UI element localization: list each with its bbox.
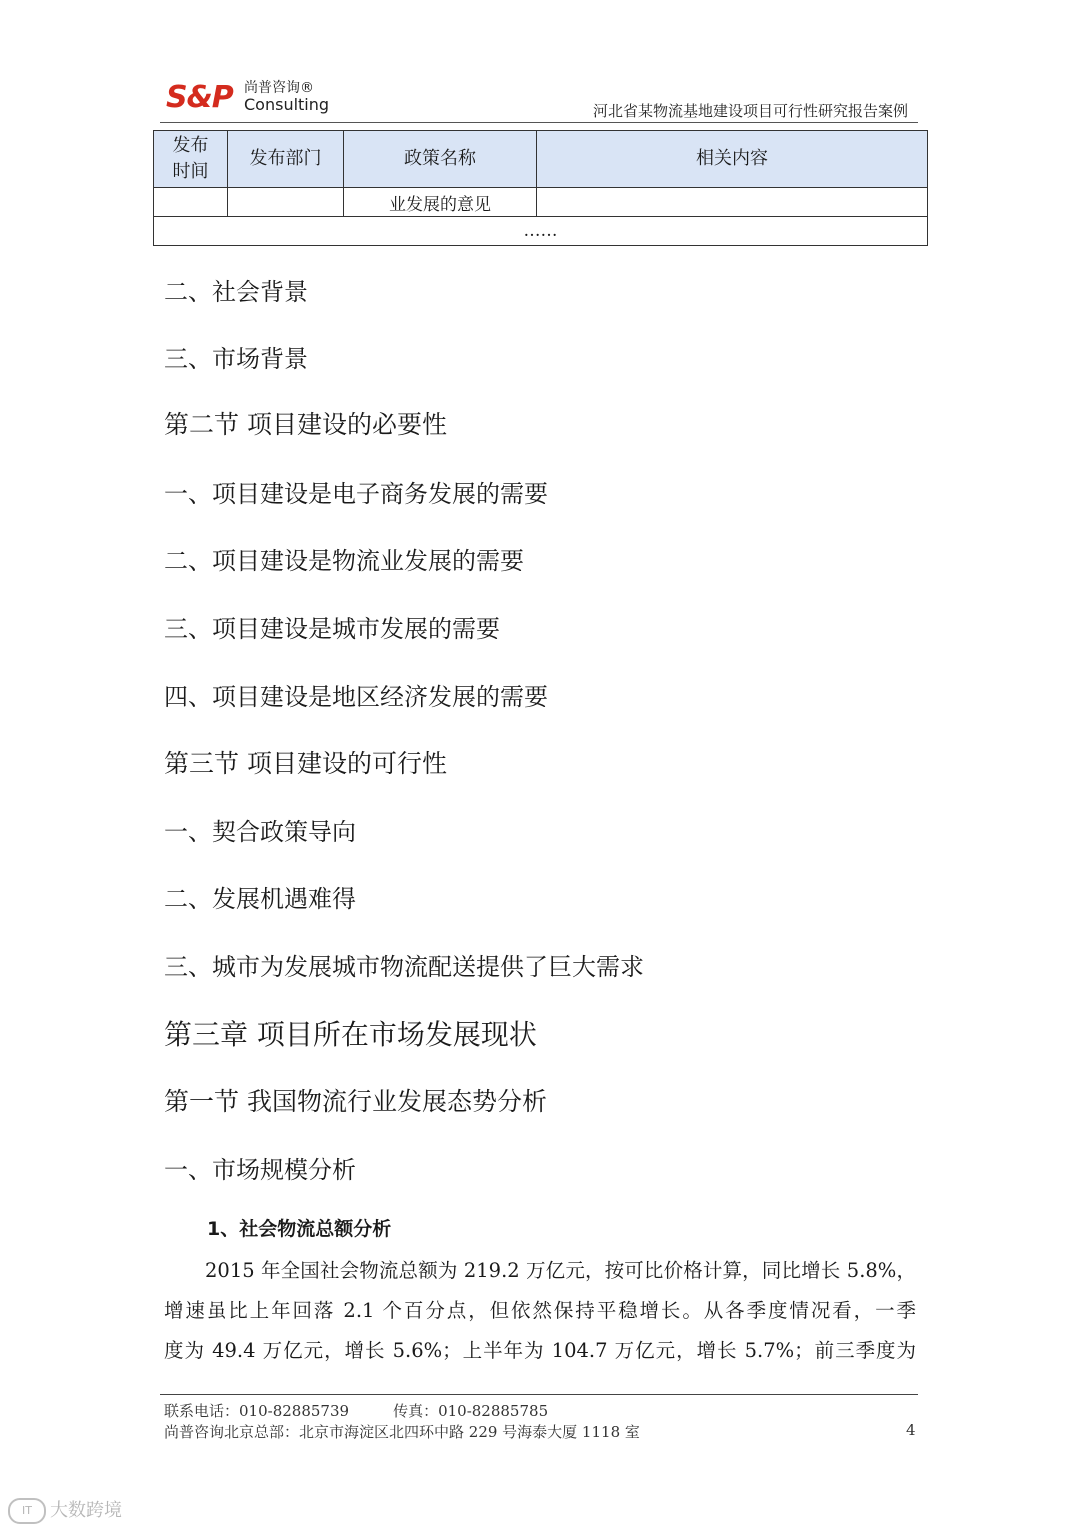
- section-heading: 三、城市为发展城市物流配送提供了巨大需求: [164, 953, 644, 981]
- section-heading: 三、项目建设是城市发展的需要: [164, 615, 500, 643]
- section-title: 第一节 我国物流行业发展态势分析: [164, 1087, 547, 1116]
- section-heading: 二、社会背景: [164, 278, 308, 306]
- table-cell: [228, 188, 344, 217]
- header-divider: [160, 122, 918, 123]
- section-title: 第二节 项目建设的必要性: [164, 410, 447, 439]
- section-heading: 一、项目建设是电子商务发展的需要: [164, 480, 548, 508]
- section-heading: 四、项目建设是地区经济发展的需要: [164, 683, 548, 711]
- table-header-row: [154, 131, 928, 188]
- paragraph-line: 2015 年全国社会物流总额为 219.2 万亿元，按可比价格计算，同比增长 5.8%，: [205, 1259, 916, 1282]
- table-cell: [154, 188, 228, 217]
- footer-address: 尚普咨询北京总部：北京市海淀区北四环中路 229 号海泰大厦 1118 室: [164, 1423, 640, 1441]
- report-header-title: 河北省某物流基地建设项目可行性研究报告案例: [592, 102, 908, 120]
- footer-divider: [160, 1394, 918, 1395]
- table-header-cell: 相关内容: [537, 131, 928, 188]
- logo-english-name: Consulting: [244, 95, 330, 114]
- policy-table: [153, 130, 928, 246]
- subsection-heading: 1、社会物流总额分析: [207, 1218, 392, 1240]
- logo-chinese-name: 尚普咨询®: [244, 80, 314, 96]
- body-paragraph: [164, 1251, 916, 1371]
- page-number: 4: [906, 1421, 916, 1439]
- section-heading: 一、市场规模分析: [164, 1156, 356, 1184]
- section-heading: 一、契合政策导向: [164, 818, 356, 846]
- table-header-cell: 发布时间: [154, 131, 228, 188]
- section-heading: 三、市场背景: [164, 345, 308, 373]
- footer-fax: 传真：010-82885785: [393, 1402, 549, 1420]
- table-cell: 业发展的意见: [344, 188, 537, 217]
- table-ellipsis-cell: ……: [154, 217, 928, 246]
- logo-mark: S&P: [166, 80, 233, 115]
- table-header-cell: 发布部门: [228, 131, 344, 188]
- section-title: 第三节 项目建设的可行性: [164, 749, 447, 778]
- bigdata-logo-icon: IT: [8, 1498, 46, 1524]
- paragraph-line: 度为 49.4 万亿元，增长 5.6%；上半年为 104.7 万亿元，增长 5.7%；前三季度为: [164, 1339, 916, 1362]
- paragraph-line: 增速虽比上年回落 2.1 个百分点，但依然保持平稳增长。从各季度情况看，一季: [164, 1299, 916, 1322]
- section-heading: 二、项目建设是物流业发展的需要: [164, 547, 524, 575]
- table-cell: [537, 188, 928, 217]
- table-row: [154, 217, 928, 246]
- watermark: [8, 1496, 122, 1524]
- chapter-title: 第三章 项目所在市场发展现状: [164, 1018, 537, 1051]
- table-header-cell: 政策名称: [344, 131, 537, 188]
- section-heading: 二、发展机遇难得: [164, 885, 356, 913]
- footer-contact: [164, 1400, 548, 1421]
- footer-phone: 联系电话：010-82885739: [164, 1402, 350, 1420]
- watermark-text: 大数跨境: [50, 1500, 122, 1521]
- table-row: [154, 188, 928, 217]
